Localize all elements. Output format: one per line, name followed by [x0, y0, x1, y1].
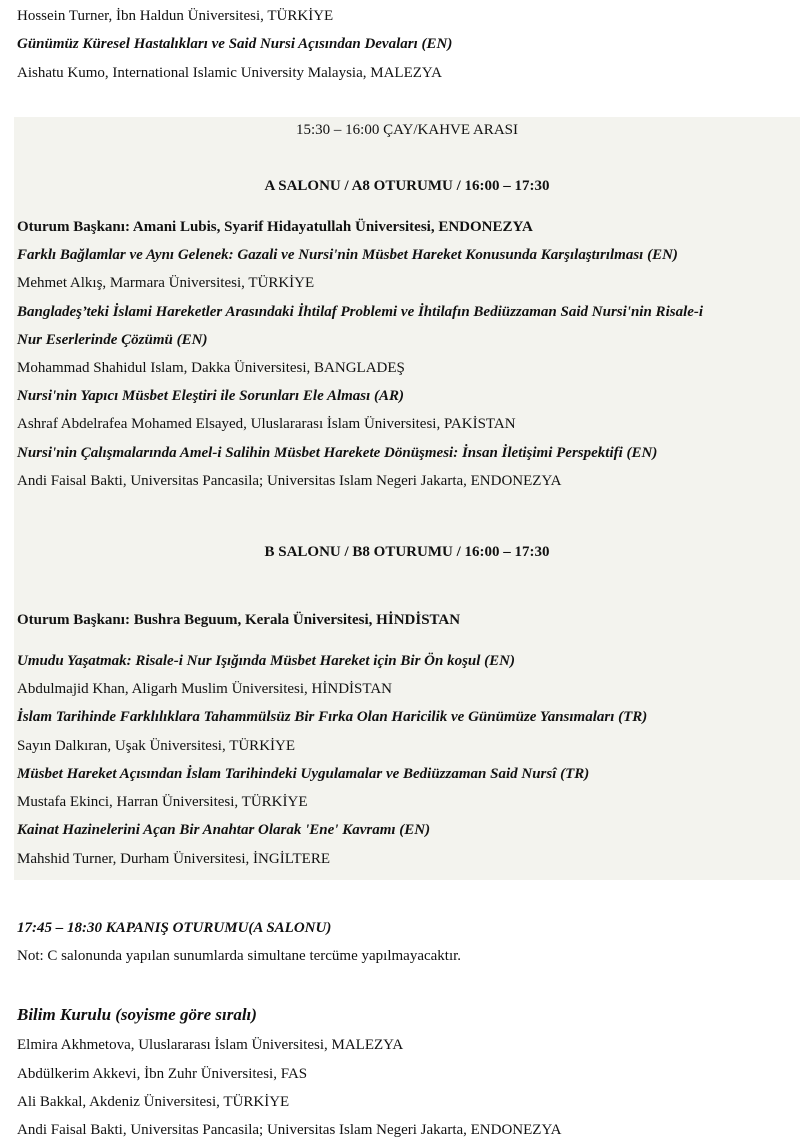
author-line: Hossein Turner, İbn Haldun Üniversitesi, TÜRKİYE — [17, 8, 334, 24]
break-label: 15:30 – 16:00 ÇAY/KAHVE ARASI — [296, 122, 518, 138]
session-b-title: B SALONU / B8 OTURUMU / 16:00 – 17:30 — [264, 544, 550, 560]
author-line: Mustafa Ekinci, Harran Üniversitesi, TÜRKİYE — [17, 794, 308, 810]
session-a-title: A SALONU / A8 OTURUMU / 16:00 – 17:30 — [264, 178, 550, 194]
committee-title: Bilim Kurulu (soyisme göre sıralı) — [17, 1005, 257, 1024]
closing-session-title: 17:45 – 18:30 KAPANIŞ OTURUMU(A SALONU) — [17, 920, 332, 936]
session-a-chair: Oturum Başkanı: Amani Lubis, Syarif Hidayatullah Üniversitesi, ENDONEZYA — [17, 219, 533, 235]
author-line: Abdulmajid Khan, Aligarh Muslim Üniversitesi, HİNDİSTAN — [17, 681, 393, 697]
author-line: Sayın Dalkıran, Uşak Üniversitesi, TÜRKİYE — [17, 738, 296, 754]
author-line: Mehmet Alkış, Marmara Üniversitesi, TÜRKİYE — [17, 275, 315, 291]
author-line: Andi Faisal Bakti, Universitas Pancasila; Universitas Islam Negeri Jakarta, ENDONEZYA — [17, 473, 562, 489]
committee-member: Andi Faisal Bakti, Universitas Pancasila; Universitas Islam Negeri Jakarta, ENDONEZYA — [17, 1122, 562, 1138]
committee-member: Abdülkerim Akkevi, İbn Zuhr Üniversitesi, FAS — [17, 1066, 308, 1082]
paper-title-cont: Nur Eserlerinde Çözümü (EN) — [17, 332, 208, 348]
paper-title: Farklı Bağlamlar ve Aynı Gelenek: Gazali ve Nursi'nin Müsbet Hareket Konusunda Karşılaştırılması (EN) — [17, 247, 678, 263]
paper-title: İslam Tarihinde Farklılıklara Tahammülsüz Bir Fırka Olan Haricilik ve Günümüze Yansımaları (TR) — [17, 709, 648, 725]
paper-title: Bangladeş’teki İslami Hareketler Arasındaki İhtilaf Problemi ve İhtilafın Bediüzzaman Said Nursi'nin Risale-i — [17, 304, 704, 320]
closing-note: Not: C salonunda yapılan sunumlarda simultane tercüme yapılmayacaktır. — [17, 948, 462, 964]
paper-title: Nursi'nin Çalışmalarında Amel-i Salihin Müsbet Harekete Dönüşmesi: İnsan İletişimi Perspektifi (EN) — [17, 445, 658, 461]
paper-title: Müsbet Hareket Açısından İslam Tarihindeki Uygulamalar ve Bediüzzaman Said Nursî (TR) — [17, 766, 590, 782]
committee-member: Ali Bakkal, Akdeniz Üniversitesi, TÜRKİYE — [17, 1094, 290, 1110]
author-line: Aishatu Kumo, International Islamic University Malaysia, MALEZYA — [17, 65, 442, 81]
paper-title: Nursi'nin Yapıcı Müsbet Eleştiri ile Sorunları Ele Alması (AR) — [17, 388, 405, 404]
paper-title: Umudu Yaşatmak: Risale-i Nur Işığında Müsbet Hareket için Bir Ön koşul (EN) — [17, 653, 516, 669]
paper-title: Günümüz Küresel Hastalıkları ve Said Nursi Açısından Devaları (EN) — [17, 36, 453, 52]
session-b-chair: Oturum Başkanı: Bushra Beguum, Kerala Üniversitesi, HİNDİSTAN — [17, 612, 461, 628]
paper-title: Kainat Hazinelerini Açan Bir Anahtar Olarak 'Ene' Kavramı (EN) — [17, 822, 431, 838]
author-line: Mohammad Shahidul Islam, Dakka Üniversitesi, BANGLADEŞ — [17, 360, 405, 376]
author-line: Mahshid Turner, Durham Üniversitesi, İNGİLTERE — [17, 851, 330, 867]
committee-member: Elmira Akhmetova, Uluslararası İslam Üniversitesi, MALEZYA — [17, 1037, 404, 1053]
author-line: Ashraf Abdelrafea Mohamed Elsayed, Uluslararası İslam Üniversitesi, PAKİSTAN — [17, 416, 516, 432]
